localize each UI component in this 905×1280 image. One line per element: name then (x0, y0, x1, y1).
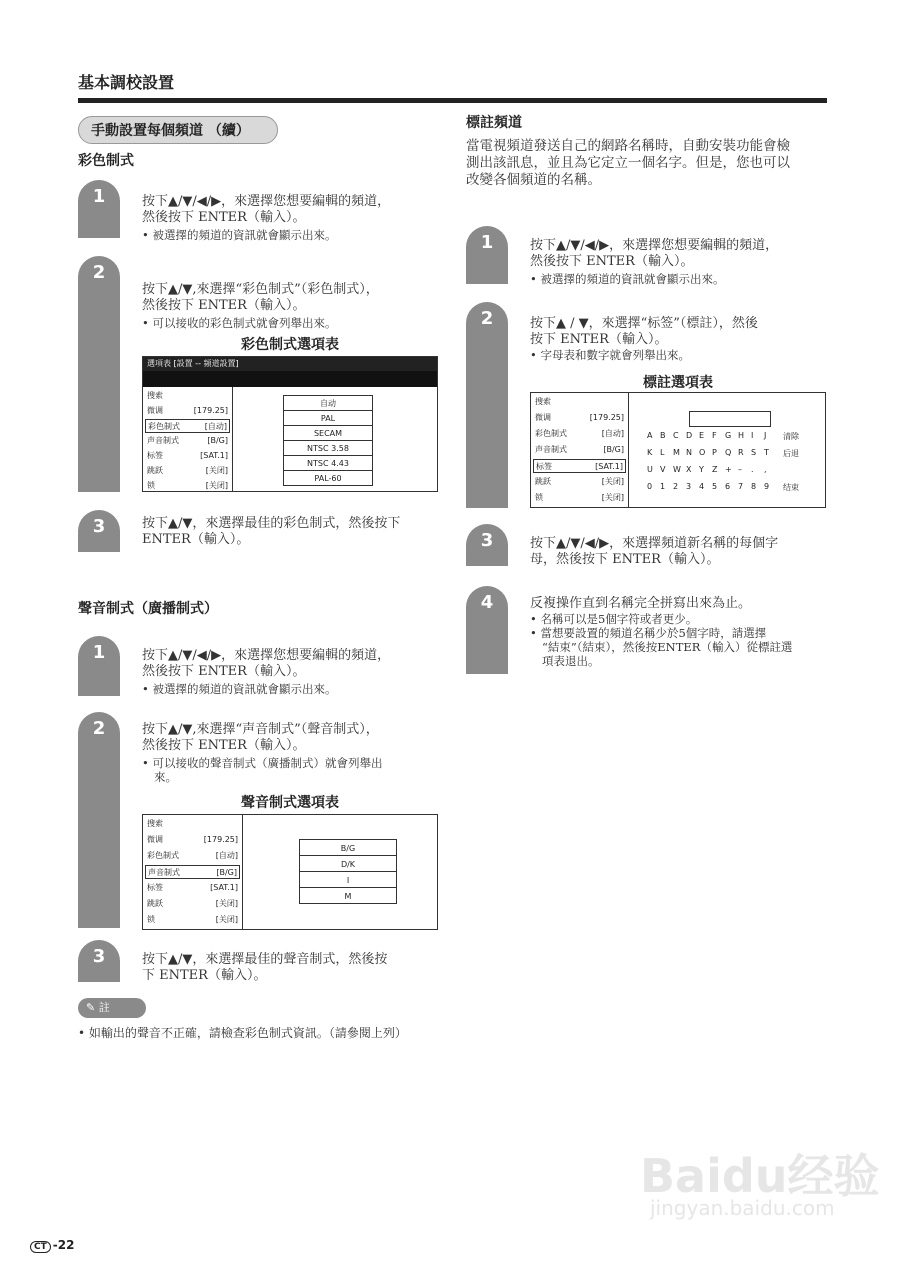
letter-key[interactable]: T (764, 448, 769, 457)
letter-action-key[interactable]: 后退 (783, 449, 799, 458)
letter-key[interactable]: . (751, 465, 754, 474)
menu-row-label: 声音制式 (148, 868, 180, 877)
color-step3-text: 按下▲/▼，來選擇最佳的彩色制式，然後按下 ENTER（輸入）。 (142, 516, 401, 547)
page-header-title: 基本調校設置 (78, 73, 175, 92)
color-step2-bullet: • 可以接收的彩色制式就會列舉出來。 (142, 316, 336, 330)
menu-option[interactable]: D/K (299, 855, 397, 872)
menu-row-value: [179.25] (589, 413, 624, 422)
menu-row-value: [自动] (215, 851, 238, 860)
sound-step1-bullet: • 被選擇的頻道的資訊就會顯示出來。 (142, 682, 336, 696)
step-number-2: 2 (78, 256, 120, 492)
letter-key[interactable]: L (660, 448, 665, 457)
menu-row[interactable] (533, 475, 626, 489)
step-number-1: 1 (78, 180, 120, 238)
color-system-subtitle: 彩色制式 (78, 153, 134, 169)
menu-option[interactable]: M (299, 887, 397, 904)
sound-system-menu (142, 814, 438, 930)
menu-row-label: 搜索 (535, 397, 551, 406)
letter-key[interactable]: – (738, 465, 742, 474)
letter-key[interactable]: G (725, 431, 732, 440)
letter-key[interactable]: , (764, 465, 767, 474)
letter-key[interactable]: S (751, 448, 757, 457)
sound-system-subtitle: 聲音制式（廣播制式） (78, 601, 218, 617)
menu-row[interactable] (145, 817, 240, 831)
sound-menu-left (143, 815, 243, 929)
color-system-menu (142, 356, 438, 492)
letter-key[interactable]: Q (725, 448, 732, 457)
step-number-3: 3 (78, 940, 120, 982)
color-step2-text: 按下▲/▼,來選擇“彩色制式”（彩色制式）， 然後按下 ENTER（輸入）。 (142, 282, 379, 313)
ct-badge: CT (30, 1241, 51, 1253)
letter-action-key[interactable]: 清除 (783, 432, 799, 441)
color-step1-text: 按下▲/▼/◀/▶，來選擇您想要編輯的頻道， 然後按下 ENTER（輸入）。 (142, 194, 391, 225)
menu-row-label: 搜索 (147, 819, 163, 828)
menu-row-label: 彩色制式 (535, 429, 567, 438)
menu-row-label: 锁 (147, 481, 155, 490)
menu-row[interactable] (145, 849, 240, 863)
sound-step2-text: 按下▲/▼,來選擇“声音制式”（聲音制式）， 然後按下 ENTER（輸入）。 (142, 722, 379, 753)
menu-row[interactable] (533, 443, 626, 457)
letter-key[interactable]: 5 (712, 482, 718, 491)
step-number-4: 4 (466, 586, 508, 674)
letter-key[interactable]: A (647, 431, 653, 440)
menu-row-value: [179.25] (203, 835, 238, 844)
letter-key[interactable]: M (673, 448, 680, 457)
menu-row[interactable] (145, 404, 230, 418)
letter-key[interactable]: H (738, 431, 745, 440)
label-step2-bullet: • 字母表和數字就會列舉出來。 (530, 348, 690, 362)
letter-key[interactable]: 9 (764, 482, 770, 491)
sound-step2-bullet: • 可以接收的聲音制式（廣播制式）就會列舉出 來。 (142, 756, 450, 784)
menu-option[interactable]: NTSC 3.58 (283, 440, 373, 456)
color-menu-left (143, 387, 233, 491)
letter-key[interactable]: K (647, 448, 653, 457)
menu-topbar: 選項表 [設置 -- 頻道設置] (143, 357, 437, 371)
letter-key[interactable]: O (699, 448, 706, 457)
sound-step3-text: 按下▲/▼，來選擇最佳的聲音制式，然後按 下 ENTER（輸入）。 (142, 952, 388, 983)
menu-row-value: [SAT.1] (210, 883, 238, 892)
letter-key[interactable]: D (686, 431, 693, 440)
label-step1-bullet: • 被選擇的頻道的資訊就會顯示出來。 (530, 272, 724, 286)
letter-key[interactable]: F (712, 431, 717, 440)
menu-row-value: [关闭] (205, 466, 228, 475)
menu-row-value: [自动] (204, 422, 227, 431)
menu-row-label: 锁 (535, 493, 543, 502)
menu-row-value: [179.25] (193, 406, 228, 415)
menu-option[interactable]: 自动 (283, 395, 373, 411)
page-footer (30, 1238, 74, 1253)
letter-key[interactable]: N (686, 448, 692, 457)
letter-key[interactable]: 0 (647, 482, 653, 491)
menu-row[interactable] (145, 833, 240, 847)
letter-key[interactable]: 4 (699, 482, 705, 491)
letter-key[interactable]: 8 (751, 482, 757, 491)
menu-blackbar (143, 371, 437, 387)
menu-row-label: 跳跃 (535, 477, 551, 486)
letter-key[interactable]: J (764, 431, 767, 440)
menu-row-label: 彩色制式 (148, 422, 180, 431)
menu-row[interactable] (533, 459, 626, 473)
menu-row[interactable] (145, 449, 230, 463)
note-text: • 如輸出的聲音不正確，請檢查彩色制式資訊。（請參閱上列） (78, 1026, 407, 1040)
menu-row[interactable] (533, 411, 626, 425)
menu-option[interactable]: PAL-60 (283, 470, 373, 486)
menu-row-label: 标签 (536, 462, 552, 471)
menu-option[interactable]: PAL (283, 410, 373, 426)
menu-row-label: 锁 (147, 915, 155, 924)
label-step3-text: 按下▲/▼/◀/▶，來選擇頻道新名稱的每個字 母，然後按下 ENTER（輸入）。 (530, 536, 779, 567)
label-menu-caption: 標註選項表 (643, 375, 713, 391)
menu-row[interactable] (145, 479, 230, 493)
letter-key[interactable]: 7 (738, 482, 744, 491)
letter-key[interactable]: X (686, 465, 692, 474)
menu-row[interactable] (145, 464, 230, 478)
menu-row-label: 彩色制式 (147, 851, 179, 860)
menu-row[interactable] (145, 419, 230, 433)
label-step2-text: 按下▲ / ▼，來選擇“标签”（標註），然後 按下 ENTER（輸入）。 (530, 316, 758, 347)
menu-row[interactable] (145, 865, 240, 879)
label-step1-text: 按下▲/▼/◀/▶，來選擇您想要編輯的頻道， 然後按下 ENTER（輸入）。 (530, 238, 779, 269)
menu-row[interactable] (145, 881, 240, 895)
menu-row-value: [关闭] (215, 899, 238, 908)
page-number: -22 (52, 1238, 75, 1252)
menu-row-label: 微调 (147, 406, 163, 415)
menu-row-label: 声音制式 (147, 436, 179, 445)
letter-key[interactable]: U (647, 465, 653, 474)
label-step4-bullet2: • 當想要設置的頻道名稱少於5個字時，請選擇 “結束”（結束），然後按ENTER（輸入）從標註選 項表退出。 (530, 626, 842, 668)
menu-row-value: [SAT.1] (200, 451, 228, 460)
menu-option[interactable]: NTSC 4.43 (283, 455, 373, 471)
label-step4-bullet1: • 名稱可以是5個字符或者更少。 (530, 612, 697, 626)
menu-row[interactable] (533, 491, 626, 505)
letter-key[interactable]: 1 (660, 482, 666, 491)
menu-row-label: 跳跃 (147, 466, 163, 475)
letter-key[interactable]: Z (712, 465, 718, 474)
menu-row-label: 标签 (147, 451, 163, 460)
letter-key[interactable]: E (699, 431, 705, 440)
letter-key[interactable]: + (725, 465, 732, 474)
letter-key[interactable]: 3 (686, 482, 692, 491)
menu-row-value: [B/G] (603, 445, 624, 454)
color-step1-bullet: • 被選擇的頻道的資訊就會顯示出來。 (142, 228, 336, 242)
step-number-1: 1 (466, 226, 508, 284)
menu-row[interactable] (145, 897, 240, 911)
watermark-logo: Baidu经验 (640, 1149, 880, 1203)
menu-row-label: 声音制式 (535, 445, 567, 454)
menu-row-label: 标签 (147, 883, 163, 892)
menu-row-value: [自动] (601, 429, 624, 438)
menu-row[interactable] (145, 434, 230, 448)
letter-action-key[interactable]: 结束 (783, 483, 799, 492)
menu-option[interactable]: SECAM (283, 425, 373, 441)
menu-row[interactable] (533, 395, 626, 409)
menu-row[interactable] (145, 389, 230, 403)
menu-row-value: [B/G] (216, 868, 237, 877)
letter-key[interactable]: I (751, 431, 754, 440)
section-pill: 手動設置每個頻道 （續） (78, 116, 278, 144)
letter-key[interactable]: B (660, 431, 666, 440)
letter-key[interactable]: 6 (725, 482, 731, 491)
step-number-3: 3 (466, 524, 508, 566)
menu-row-value: [B/G] (207, 436, 228, 445)
menu-row-label: 搜索 (147, 391, 163, 400)
step-number-1: 1 (78, 636, 120, 696)
menu-row-label: 微调 (147, 835, 163, 844)
step-number-3: 3 (78, 510, 120, 552)
step-number-2: 2 (78, 712, 120, 928)
menu-option[interactable]: I (299, 871, 397, 888)
label-menu (530, 392, 826, 508)
menu-row-value: [关闭] (601, 493, 624, 502)
letter-key[interactable]: R (738, 448, 744, 457)
watermark-url: jingyan.baidu.com (650, 1196, 835, 1220)
letter-key[interactable]: C (673, 431, 679, 440)
menu-row-value: [关闭] (215, 915, 238, 924)
label-channel-title: 標註頻道 (466, 115, 522, 131)
label-menu-left (531, 393, 629, 507)
letter-grid (647, 431, 823, 501)
menu-row-label: 跳跃 (147, 899, 163, 908)
menu-row-value: [关闭] (601, 477, 624, 486)
menu-row-value: [关闭] (205, 481, 228, 490)
letter-key[interactable]: W (673, 465, 681, 474)
menu-row-value: [SAT.1] (595, 462, 623, 471)
note-pill: ✎ 註 (78, 998, 146, 1018)
letter-key[interactable]: V (660, 465, 666, 474)
sound-step1-text: 按下▲/▼/◀/▶，來選擇您想要編輯的頻道， 然後按下 ENTER（輸入）。 (142, 648, 391, 679)
step-number-2: 2 (466, 302, 508, 508)
header-rule (78, 98, 827, 103)
label-input-box[interactable] (689, 411, 771, 427)
color-menu-caption: 彩色制式選項表 (241, 337, 339, 353)
menu-row[interactable] (145, 913, 240, 927)
menu-row-label: 微调 (535, 413, 551, 422)
letter-key[interactable]: 2 (673, 482, 679, 491)
menu-row[interactable] (533, 427, 626, 441)
sound-menu-caption: 聲音制式選項表 (241, 795, 339, 811)
letter-key[interactable]: Y (699, 465, 704, 474)
menu-option[interactable]: B/G (299, 839, 397, 856)
label-channel-intro: 當電視頻道發送自己的網路名稱時，自動安裝功能會檢 測出該訊息，並且為它定立一個名字。但是，您也可以 改變各個頻道的名稱。 (466, 138, 790, 188)
label-step4-text: 反複操作直到名稱完全拼寫出來為止。 (530, 596, 752, 611)
letter-key[interactable]: P (712, 448, 717, 457)
